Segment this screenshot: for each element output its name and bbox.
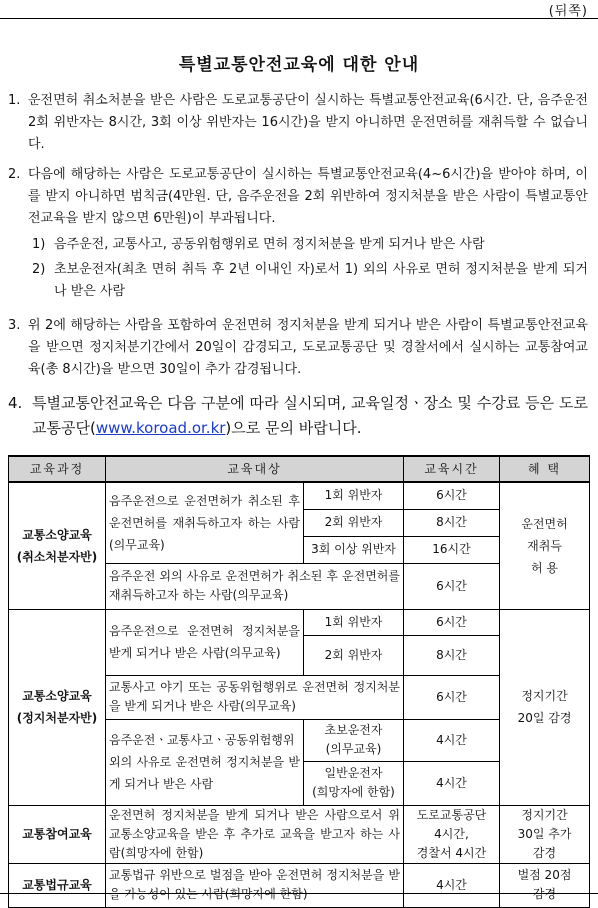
notice-subitem-1 (32, 234, 588, 256)
header-course: 교육과정 (9, 456, 106, 482)
item-text: 위 2에 해당하는 사람을 포함하여 운전면허 정지처분을 받게 되거나 받은 사람이 특별교통안전교육을 받으면 정지처분기간에서 20일이 감경되고, 도로교통공단 및 경찰서에서 실시하는 교통참여교육(총 8시간)을 받으면 30일이 추가 감경됩니다. (28, 318, 588, 377)
hours-cell: 4시간 (404, 863, 500, 907)
course-cell: 교통소양교육 (정지처분자반) (9, 609, 106, 805)
item-text: 다음에 해당하는 사람은 도로교통공단이 실시하는 특별교통안전교육(4~6시간)을 받아야 하며, 이를 받지 아니하면 범칙금(4만원. 단, 음주운전을 2회 위반하여 정지처분을 받은 사람이 특별교통안전교육을 받지 않으면 6만원)이 부과됩니다. (28, 167, 588, 226)
hours-cell: 도로교통공단 4시간, 경찰서 4시간 (404, 805, 500, 863)
course-cell: 교통법규교육 (9, 863, 106, 907)
header-hours: 교육시간 (404, 456, 500, 482)
header-benefit: 혜 택 (500, 456, 590, 482)
target-cell: 교통사고 야기 또는 공동위험행위로 운전면허 정지처분을 받게 되거나 받은 사람(의무교육) (106, 675, 404, 719)
table-header-row (9, 456, 590, 482)
target-cell: 교통법규 위반으로 벌점을 받아 운전면허 정지처분을 받을 가능성이 있는 사람(희망자에 한함) (106, 863, 404, 907)
hours-cell: 4시간 (404, 761, 500, 805)
condition-cell: 3회 이상 위반자 (304, 536, 404, 563)
notice-subitem-2 (32, 259, 588, 303)
course-cell: 교통참여교육 (9, 805, 106, 863)
hours-cell: 8시간 (404, 635, 500, 675)
condition-cell: 일반운전자 (희망자에 한함) (304, 761, 404, 805)
table-row (9, 609, 590, 635)
notice-item-3 (8, 315, 588, 381)
hours-cell: 6시간 (404, 563, 500, 609)
subitem-number: 1) (32, 237, 46, 252)
item-text-after: )으로 문의 바랍니다. (225, 419, 362, 437)
condition-cell: 2회 위반자 (304, 635, 404, 675)
table-row (9, 805, 590, 863)
course-cell: 교통소양교육 (취소처분자반) (9, 482, 106, 609)
item-text-before: 특별교통안전교육은 다음 구분에 따라 실시되며, 교육일정ㆍ장소 및 수강료 등은 도로교통공단( (32, 394, 588, 437)
item-number: 3. (8, 318, 21, 333)
hours-cell: 16시간 (404, 536, 500, 563)
koroad-website-link[interactable]: www.koroad.or.kr (95, 419, 226, 437)
item-number: 2. (8, 167, 21, 182)
condition-cell: 1회 위반자 (304, 482, 404, 509)
subitem-text: 초보운전자(최초 면허 취득 후 2년 이내인 자)로서 1) 외의 사유로 면허 정지처분을 받게 되거나 받은 사람 (54, 262, 588, 299)
condition-cell: 2회 위반자 (304, 509, 404, 536)
hours-cell: 6시간 (404, 482, 500, 509)
item-text (32, 391, 588, 441)
benefit-cell: 벌점 20점 감경 (500, 863, 590, 907)
hours-cell: 6시간 (404, 675, 500, 719)
header-target: 교육대상 (106, 456, 404, 482)
item-number: 4. (8, 394, 23, 412)
subitem-text: 음주운전, 교통사고, 공동위험행위로 면허 정지처분을 받게 되거나 받은 사람 (54, 237, 485, 252)
condition-cell: 초보운전자 (의무교육) (304, 719, 404, 761)
page-title: 특별교통안전교육에 대한 안내 (178, 55, 420, 75)
top-divider (0, 18, 598, 19)
notice-item-4 (8, 391, 588, 441)
subitem-number: 2) (32, 262, 46, 277)
table-row (9, 863, 590, 907)
target-cell: 운전면허 정지처분을 받게 되거나 받은 사람으로서 위 교통소양교육을 받은 후 추가로 교육을 받고자 하는 사람(희망자에 한함) (106, 805, 404, 863)
education-table (8, 455, 590, 908)
target-cell: 음주운전 외의 사유로 운전면허가 취소된 후 운전면허를 재취득하고자 하는 사람(의무교육) (106, 563, 404, 609)
condition-cell: 1회 위반자 (304, 609, 404, 635)
hours-cell: 6시간 (404, 609, 500, 635)
page-side-label: (뒤쪽) (548, 4, 588, 19)
target-cell: 음주운전으로 운전면허가 취소된 후 운전면허를 재취득하고자 하는 사람(의무교육) (106, 482, 304, 563)
item-number: 1. (8, 93, 21, 108)
benefit-cell: 운전면허 재취득 허 용 (500, 482, 590, 609)
benefit-cell: 정지기간 20일 감경 (500, 609, 590, 805)
bottom-divider (0, 893, 598, 894)
item-text: 운전면허 취소처분을 받은 사람은 도로교통공단이 실시하는 특별교통안전교육(6시간. 단, 음주운전 2회 위반자는 8시간, 3회 이상 위반자는 16시간)을 받지 아니하면 운전면허를 재취득할 수 없습니다. (28, 93, 588, 152)
target-cell: 음주운전으로 운전면허 정지처분을 받게 되거나 받은 사람(의무교육) (106, 609, 304, 675)
hours-cell: 4시간 (404, 719, 500, 761)
target-cell: 음주운전ㆍ교통사고ㆍ공동위험행위 외의 사유로 운전면허 정지처분을 받게 되거나 받은 사람 (106, 719, 304, 805)
hours-cell: 8시간 (404, 509, 500, 536)
table-row (9, 482, 590, 509)
notice-item-2 (8, 164, 588, 230)
notice-item-1 (8, 90, 588, 156)
benefit-cell: 정지기간 30일 추가 감경 (500, 805, 590, 863)
